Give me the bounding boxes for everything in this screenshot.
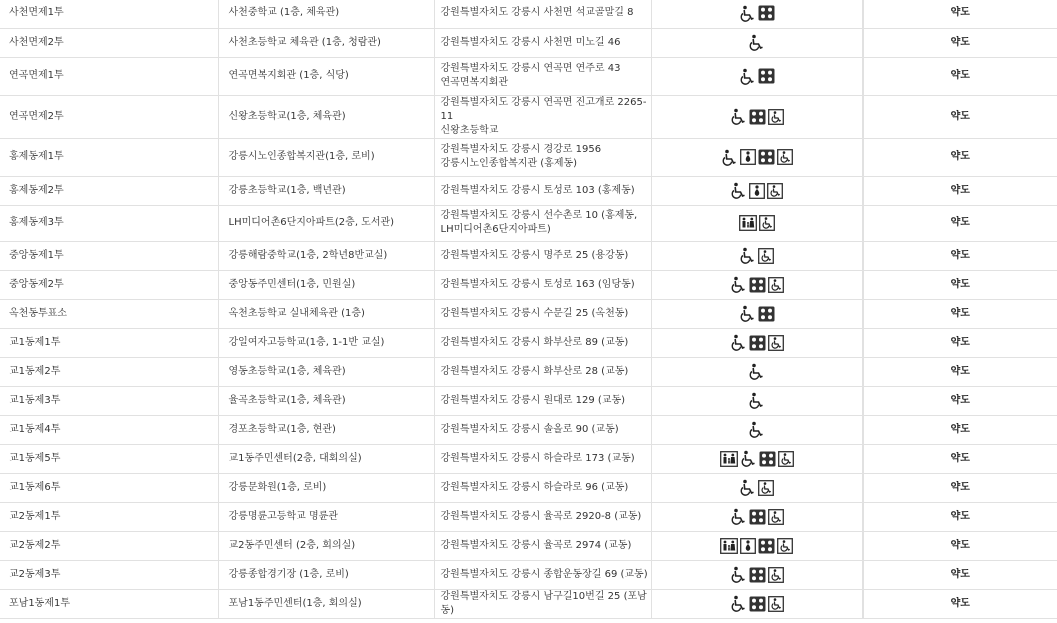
- address-cell: [434, 502, 651, 531]
- wheelchair-icon: [721, 149, 738, 166]
- family-icon: [739, 215, 757, 231]
- station-name: 홍제동제1투: [9, 151, 64, 162]
- address-cell: [434, 531, 651, 560]
- address-line: 강원특별자치도 강릉시 연곡면 진고개로 2265-11: [440, 96, 647, 122]
- address-cell: [434, 138, 651, 176]
- wheelchair-icon: [730, 182, 747, 199]
- venue-cell: [218, 176, 434, 205]
- map-link[interactable]: 약도: [950, 36, 970, 48]
- venue-cell: [218, 241, 434, 270]
- station-name: 교2동제3투: [9, 568, 61, 580]
- braille-icon: [758, 538, 775, 554]
- wheelchair-icon: [739, 305, 756, 322]
- wheelchair-box-icon: [777, 538, 793, 554]
- wheelchair-icon: [748, 421, 765, 438]
- map-link[interactable]: 약도: [950, 423, 970, 435]
- address-line: 강원특별자치도 강릉시 연곡면 연주로 43: [440, 63, 621, 74]
- wheelchair-box-icon: [759, 215, 775, 231]
- venue-cell: [218, 560, 434, 589]
- map-link[interactable]: 약도: [950, 151, 970, 162]
- table-row: [0, 502, 1057, 531]
- station-name: 연곡면제2투: [9, 110, 64, 122]
- wheelchair-icon: [730, 276, 747, 293]
- address-line: 강릉시노인종합복지관 (홍제동): [440, 158, 578, 169]
- venue-cell: [218, 0, 434, 28]
- table-row: [0, 560, 1057, 589]
- braille-icon: [749, 567, 766, 583]
- accessibility-icons-cell: [651, 560, 862, 589]
- station-name-cell: [0, 357, 218, 386]
- station-name: 교1동제3투: [9, 394, 61, 406]
- address-line: 강원특별자치도 강릉시 수문길 25 (옥천동): [440, 307, 629, 319]
- address-cell: [434, 176, 651, 205]
- address-line: 강원특별자치도 강릉시 사천면 석교골말길 8: [440, 7, 634, 19]
- address-line: 강원특별자치도 강릉시 하슬라로 96 (교동): [440, 481, 629, 493]
- accessibility-icons-cell: [651, 531, 862, 560]
- station-name: 교1동제2투: [9, 365, 61, 377]
- station-name: 홍제동제3투: [9, 217, 64, 228]
- venue-name: 사천초등학교 체육관 (1층, 청람관): [228, 36, 381, 48]
- address-cell: [434, 205, 651, 241]
- address-line: 강원특별자치도 강릉시 원대로 129 (교동): [440, 394, 626, 406]
- map-link[interactable]: 약도: [950, 481, 970, 493]
- venue-cell: [218, 270, 434, 299]
- braille-icon: [749, 596, 766, 612]
- braille-icon: [758, 306, 775, 322]
- map-link[interactable]: 약도: [950, 217, 970, 228]
- wheelchair-icon: [730, 108, 747, 125]
- accessibility-icons-cell: [651, 357, 862, 386]
- map-link[interactable]: 약도: [950, 184, 970, 196]
- braille-icon: [759, 451, 776, 467]
- venue-name: 강일여자고등학교(1층, 1-1반 교실): [228, 336, 385, 348]
- station-name: 교1동제4투: [9, 423, 61, 435]
- braille-icon: [758, 68, 775, 84]
- address-cell: [434, 328, 651, 357]
- elevator-icon: [740, 538, 756, 554]
- map-cell: [863, 28, 1057, 57]
- accessibility-icons-cell: [651, 473, 862, 502]
- wheelchair-box-icon: [758, 248, 774, 264]
- table-row: [0, 328, 1057, 357]
- venue-name: 강릉초등학교(1층, 백년관): [228, 184, 346, 196]
- map-cell: [863, 176, 1057, 205]
- address-cell: [434, 415, 651, 444]
- address-cell: [434, 386, 651, 415]
- venue-cell: [218, 502, 434, 531]
- wheelchair-box-icon: [767, 183, 783, 199]
- station-name: 사천면제2투: [9, 36, 64, 48]
- address-cell: [434, 241, 651, 270]
- venue-name: 강릉해람중학교(1층, 2학년8반교실): [228, 249, 388, 261]
- address-line: LH미디어촌6단지아파트): [440, 224, 551, 235]
- venue-name: 교2동주민센터 (2층, 회의실): [228, 539, 356, 551]
- wheelchair-icon: [730, 508, 747, 525]
- table-row: [0, 138, 1057, 176]
- station-name: 옥천동투표소: [9, 307, 67, 319]
- address-line: 강원특별자치도 강릉시 화부산로 28 (교동): [440, 365, 629, 377]
- address-line: 강원특별자치도 강릉시 명주로 25 (용강동): [440, 249, 629, 261]
- wheelchair-box-icon: [768, 109, 784, 125]
- address-line: 강원특별자치도 강릉시 솔올로 90 (교동): [440, 423, 619, 435]
- accessibility-icons-cell: [651, 270, 862, 299]
- table-row: [0, 531, 1057, 560]
- map-cell: [863, 531, 1057, 560]
- venue-name: 교1동주민센터(2층, 대회의실): [228, 452, 362, 464]
- venue-name: 영동초등학교(1층, 체육관): [228, 365, 346, 377]
- address-line: 강원특별자치도 강릉시 사천면 미노길 46: [440, 36, 621, 48]
- family-icon: [720, 538, 738, 554]
- wheelchair-box-icon: [777, 149, 793, 165]
- table-row: [0, 415, 1057, 444]
- station-name: 교1동제6투: [9, 481, 61, 493]
- address-cell: [434, 357, 651, 386]
- address-cell: [434, 95, 651, 138]
- accessibility-icons-cell: [651, 138, 862, 176]
- map-cell: [863, 560, 1057, 589]
- map-cell: [863, 589, 1057, 618]
- wheelchair-icon: [739, 479, 756, 496]
- map-cell: [863, 444, 1057, 473]
- address-cell: [434, 589, 651, 618]
- map-link[interactable]: 약도: [950, 336, 970, 348]
- map-cell: [863, 502, 1057, 531]
- station-name: 중앙동제2투: [9, 278, 64, 290]
- station-name-cell: [0, 444, 218, 473]
- accessibility-icons-cell: [651, 328, 862, 357]
- station-name-cell: [0, 560, 218, 589]
- map-link[interactable]: 약도: [950, 307, 970, 319]
- accessibility-icons-cell: [651, 299, 862, 328]
- wheelchair-icon: [739, 68, 756, 85]
- venue-cell: [218, 95, 434, 138]
- map-cell: [863, 0, 1057, 28]
- address-cell: [434, 444, 651, 473]
- venue-cell: [218, 299, 434, 328]
- map-link[interactable]: 약도: [950, 365, 970, 377]
- station-name: 사천면제1투: [9, 7, 64, 19]
- map-cell: [863, 138, 1057, 176]
- station-name: 홍제동제2투: [9, 184, 64, 196]
- venue-name: 옥천초등학교 실내체육관 (1층): [228, 307, 365, 319]
- table-row: [0, 386, 1057, 415]
- venue-cell: [218, 531, 434, 560]
- venue-cell: [218, 357, 434, 386]
- venue-name: 중앙동주민센터(1층, 민원실): [228, 278, 356, 290]
- station-name-cell: [0, 0, 218, 28]
- station-name-cell: [0, 28, 218, 57]
- elevator-icon: [749, 183, 765, 199]
- station-name-cell: [0, 270, 218, 299]
- station-name-cell: [0, 386, 218, 415]
- map-cell: [863, 386, 1057, 415]
- wheelchair-box-icon: [768, 596, 784, 612]
- venue-cell: [218, 205, 434, 241]
- table-row: [0, 444, 1057, 473]
- accessibility-icons-cell: [651, 386, 862, 415]
- accessibility-icons-cell: [651, 415, 862, 444]
- wheelchair-box-icon: [768, 567, 784, 583]
- station-name: 교1동제5투: [9, 452, 61, 464]
- station-name: 연곡면제1투: [9, 70, 64, 81]
- address-line: 강원특별자치도 강릉시 남구길10번길 25 (포남동): [440, 590, 647, 616]
- station-name-cell: [0, 299, 218, 328]
- station-name-cell: [0, 95, 218, 138]
- map-link[interactable]: 약도: [950, 539, 970, 551]
- wheelchair-box-icon: [758, 480, 774, 496]
- map-link[interactable]: 약도: [950, 110, 970, 122]
- address-cell: [434, 473, 651, 502]
- venue-cell: [218, 589, 434, 618]
- braille-icon: [758, 5, 775, 21]
- station-name: 포남1동제1투: [9, 597, 71, 609]
- venue-name: 연곡면복지회관 (1층, 식당): [228, 70, 349, 81]
- accessibility-icons-cell: [651, 176, 862, 205]
- map-link[interactable]: 약도: [950, 249, 970, 261]
- venue-name: 강릉종합경기장 (1층, 로비): [228, 568, 349, 580]
- station-name-cell: [0, 589, 218, 618]
- map-cell: [863, 299, 1057, 328]
- accessibility-icons-cell: [651, 589, 862, 618]
- venue-cell: [218, 28, 434, 57]
- venue-cell: [218, 57, 434, 95]
- wheelchair-box-icon: [768, 277, 784, 293]
- elevator-icon: [740, 149, 756, 165]
- map-cell: [863, 415, 1057, 444]
- accessibility-icons-cell: [651, 444, 862, 473]
- address-line: 연곡면복지회관: [440, 77, 509, 88]
- braille-icon: [749, 109, 766, 125]
- address-line: 강원특별자치도 강릉시 하슬라로 173 (교동): [440, 452, 635, 464]
- map-link[interactable]: 약도: [950, 70, 970, 81]
- wheelchair-icon: [730, 334, 747, 351]
- map-link[interactable]: 약도: [950, 597, 970, 609]
- station-name: 교1동제1투: [9, 336, 61, 348]
- address-cell: [434, 270, 651, 299]
- table-row: [0, 28, 1057, 57]
- wheelchair-icon: [748, 392, 765, 409]
- table-row: [0, 357, 1057, 386]
- wheelchair-icon: [739, 247, 756, 264]
- map-cell: [863, 473, 1057, 502]
- map-cell: [863, 57, 1057, 95]
- address-cell: [434, 299, 651, 328]
- station-name-cell: [0, 502, 218, 531]
- address-line: 강원특별자치도 강릉시 율곡로 2920-8 (교동): [440, 510, 642, 522]
- table-row: [0, 299, 1057, 328]
- map-cell: [863, 205, 1057, 241]
- table-row: [0, 589, 1057, 618]
- address-line: 강원특별자치도 강릉시 율곡로 2974 (교동): [440, 539, 632, 551]
- map-link[interactable]: 약도: [950, 394, 970, 406]
- station-name-cell: [0, 138, 218, 176]
- braille-icon: [758, 149, 775, 165]
- address-line: 강원특별자치도 강릉시 토성로 103 (홍제동): [440, 184, 635, 196]
- station-name-cell: [0, 205, 218, 241]
- map-cell: [863, 328, 1057, 357]
- accessibility-icons-cell: [651, 95, 862, 138]
- braille-icon: [749, 335, 766, 351]
- accessibility-icons-cell: [651, 57, 862, 95]
- address-line: 신왕초등학교: [440, 124, 499, 136]
- venue-name: 포남1동주민센터(1층, 회의실): [228, 597, 362, 609]
- venue-name: 강릉시노인종합복지관(1층, 로비): [228, 151, 375, 162]
- family-icon: [720, 451, 738, 467]
- venue-name: 강릉명륜고등학교 명륜관: [228, 510, 338, 522]
- station-name-cell: [0, 531, 218, 560]
- wheelchair-icon: [748, 363, 765, 380]
- map-cell: [863, 270, 1057, 299]
- venue-name: LH미디어촌6단지아파트(2층, 도서관): [228, 217, 395, 228]
- address-line: 강원특별자치도 강릉시 종합운동장길 69 (교동): [440, 568, 648, 580]
- station-name: 교2동제2투: [9, 539, 61, 551]
- venue-cell: [218, 415, 434, 444]
- map-link[interactable]: 약도: [950, 278, 970, 290]
- map-link[interactable]: 약도: [950, 452, 970, 464]
- table-row: [0, 270, 1057, 299]
- address-line: 강원특별자치도 강릉시 경강로 1956: [440, 144, 602, 155]
- station-name-cell: [0, 328, 218, 357]
- address-cell: [434, 560, 651, 589]
- station-name: 중앙동제1투: [9, 249, 64, 261]
- braille-icon: [749, 509, 766, 525]
- wheelchair-icon: [748, 34, 765, 51]
- map-link[interactable]: 약도: [950, 7, 970, 19]
- address-line: 강원특별자치도 강릉시 토성로 163 (임당동): [440, 278, 635, 290]
- accessibility-icons-cell: [651, 241, 862, 270]
- map-cell: [863, 241, 1057, 270]
- accessibility-icons-cell: [651, 502, 862, 531]
- wheelchair-box-icon: [768, 335, 784, 351]
- venue-name: 율곡초등학교(1층, 체육관): [228, 394, 346, 406]
- map-cell: [863, 357, 1057, 386]
- wheelchair-box-icon: [778, 451, 794, 467]
- table-row: [0, 473, 1057, 502]
- table-row: [0, 95, 1057, 138]
- map-cell: [863, 95, 1057, 138]
- table-row: [0, 205, 1057, 241]
- table-row: [0, 176, 1057, 205]
- venue-name: 경포초등학교(1층, 현관): [228, 423, 336, 435]
- table-row: [0, 241, 1057, 270]
- station-name-cell: [0, 176, 218, 205]
- wheelchair-icon: [739, 5, 756, 22]
- address-cell: [434, 0, 651, 28]
- venue-cell: [218, 328, 434, 357]
- accessibility-icons-cell: [651, 28, 862, 57]
- station-name: 교2동제1투: [9, 510, 61, 522]
- address-line: 강원특별자치도 강릉시 선수촌로 10 (홍제동,: [440, 210, 638, 221]
- wheelchair-icon: [730, 566, 747, 583]
- venue-cell: [218, 473, 434, 502]
- table-row: [0, 57, 1057, 95]
- accessibility-icons-cell: [651, 0, 862, 28]
- map-link[interactable]: 약도: [950, 510, 970, 522]
- station-name-cell: [0, 415, 218, 444]
- station-name-cell: [0, 241, 218, 270]
- braille-icon: [749, 277, 766, 293]
- address-cell: [434, 57, 651, 95]
- address-cell: [434, 28, 651, 57]
- wheelchair-icon: [740, 450, 757, 467]
- wheelchair-box-icon: [768, 509, 784, 525]
- station-name-cell: [0, 57, 218, 95]
- map-link[interactable]: 약도: [950, 568, 970, 580]
- wheelchair-icon: [730, 595, 747, 612]
- table-row: [0, 0, 1057, 28]
- venue-name: 신왕초등학교(1층, 체육관): [228, 110, 346, 122]
- address-line: 강원특별자치도 강릉시 화부산로 89 (교동): [440, 336, 629, 348]
- venue-cell: [218, 138, 434, 176]
- venue-cell: [218, 444, 434, 473]
- accessibility-icons-cell: [651, 205, 862, 241]
- venue-name: 사천중학교 (1층, 체육관): [228, 7, 340, 19]
- station-name-cell: [0, 473, 218, 502]
- venue-name: 강릉문화원(1층, 로비): [228, 481, 327, 493]
- venue-cell: [218, 386, 434, 415]
